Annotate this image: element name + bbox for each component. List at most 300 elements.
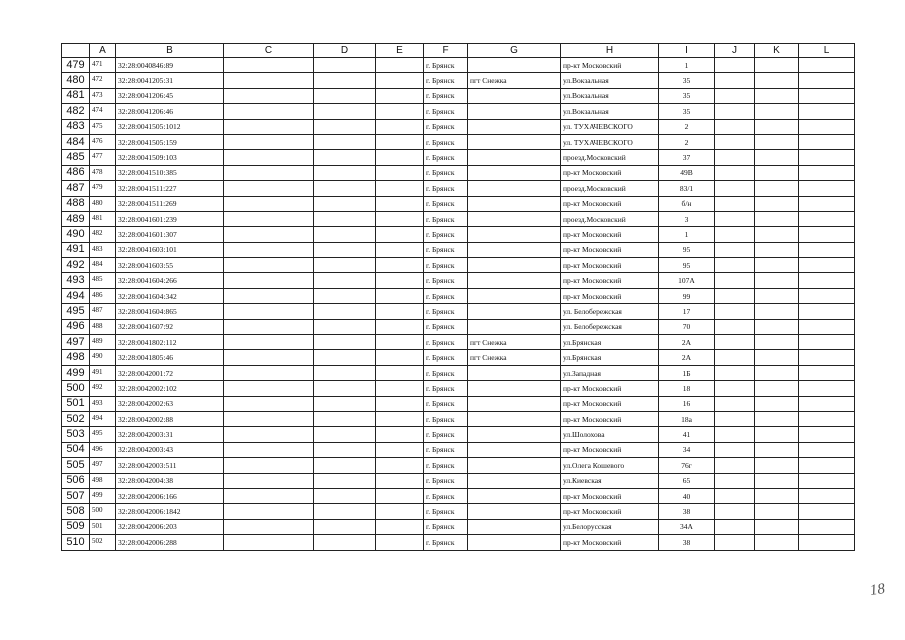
row-number[interactable]: 501 (62, 396, 90, 411)
cell-g[interactable] (468, 211, 561, 226)
cell-c[interactable] (224, 365, 314, 380)
cell-i[interactable]: 95 (659, 242, 715, 257)
cell-b[interactable]: 32:28:0042002:63 (116, 396, 224, 411)
cell-l[interactable] (799, 196, 855, 211)
cell-j[interactable] (715, 134, 755, 149)
cell-g[interactable] (468, 196, 561, 211)
cell-e[interactable] (376, 58, 424, 73)
cell-g[interactable] (468, 411, 561, 426)
cell-c[interactable] (224, 458, 314, 473)
cell-j[interactable] (715, 104, 755, 119)
row-number[interactable]: 508 (62, 504, 90, 519)
cell-a[interactable]: 472 (90, 73, 116, 88)
cell-k[interactable] (755, 519, 799, 534)
cell-i[interactable]: 76г (659, 458, 715, 473)
cell-i[interactable]: 65 (659, 473, 715, 488)
cell-a[interactable]: 489 (90, 335, 116, 350)
cell-i[interactable]: 1 (659, 227, 715, 242)
column-header-l[interactable]: L (799, 44, 855, 58)
cell-d[interactable] (314, 150, 376, 165)
cell-l[interactable] (799, 535, 855, 550)
cell-g[interactable]: пгт Снежка (468, 350, 561, 365)
cell-j[interactable] (715, 535, 755, 550)
cell-a[interactable]: 496 (90, 442, 116, 457)
cell-f[interactable]: г. Брянск (424, 181, 468, 196)
cell-j[interactable] (715, 365, 755, 380)
cell-l[interactable] (799, 288, 855, 303)
cell-d[interactable] (314, 58, 376, 73)
cell-h[interactable]: пр-кт Московский (561, 196, 659, 211)
cell-d[interactable] (314, 119, 376, 134)
cell-f[interactable]: г. Брянск (424, 411, 468, 426)
row-number[interactable]: 496 (62, 319, 90, 334)
cell-f[interactable]: г. Брянск (424, 504, 468, 519)
cell-i[interactable]: 34 (659, 442, 715, 457)
cell-l[interactable] (799, 442, 855, 457)
cell-c[interactable] (224, 288, 314, 303)
cell-l[interactable] (799, 73, 855, 88)
cell-c[interactable] (224, 427, 314, 442)
cell-l[interactable] (799, 335, 855, 350)
row-number[interactable]: 487 (62, 181, 90, 196)
cell-f[interactable]: г. Брянск (424, 73, 468, 88)
cell-c[interactable] (224, 58, 314, 73)
cell-b[interactable]: 32:28:0042003:31 (116, 427, 224, 442)
cell-i[interactable]: 37 (659, 150, 715, 165)
cell-h[interactable]: пр-кт Московский (561, 288, 659, 303)
cell-k[interactable] (755, 304, 799, 319)
cell-c[interactable] (224, 381, 314, 396)
cell-e[interactable] (376, 504, 424, 519)
cell-j[interactable] (715, 427, 755, 442)
cell-d[interactable] (314, 473, 376, 488)
cell-l[interactable] (799, 458, 855, 473)
cell-b[interactable]: 32:28:0041604:865 (116, 304, 224, 319)
cell-a[interactable]: 497 (90, 458, 116, 473)
row-number[interactable]: 497 (62, 335, 90, 350)
cell-h[interactable]: ул.Западная (561, 365, 659, 380)
cell-k[interactable] (755, 427, 799, 442)
cell-e[interactable] (376, 119, 424, 134)
row-number[interactable]: 490 (62, 227, 90, 242)
cell-g[interactable]: пгт Снежка (468, 335, 561, 350)
cell-k[interactable] (755, 273, 799, 288)
cell-a[interactable]: 486 (90, 288, 116, 303)
cell-a[interactable]: 481 (90, 211, 116, 226)
cell-g[interactable] (468, 365, 561, 380)
cell-l[interactable] (799, 165, 855, 180)
cell-e[interactable] (376, 227, 424, 242)
row-number[interactable]: 491 (62, 242, 90, 257)
cell-b[interactable]: 32:28:0040846:89 (116, 58, 224, 73)
cell-g[interactable] (468, 504, 561, 519)
cell-g[interactable] (468, 319, 561, 334)
cell-e[interactable] (376, 381, 424, 396)
row-number[interactable]: 510 (62, 535, 90, 550)
cell-b[interactable]: 32:28:0042006:203 (116, 519, 224, 534)
cell-i[interactable]: 83/1 (659, 181, 715, 196)
row-number[interactable]: 485 (62, 150, 90, 165)
row-number[interactable]: 494 (62, 288, 90, 303)
row-number[interactable]: 481 (62, 88, 90, 103)
column-header-b[interactable]: B (116, 44, 224, 58)
cell-g[interactable] (468, 535, 561, 550)
cell-g[interactable]: пгт Снежка (468, 73, 561, 88)
cell-h[interactable]: ул.Вокзальная (561, 104, 659, 119)
cell-i[interactable]: 38 (659, 535, 715, 550)
cell-k[interactable] (755, 73, 799, 88)
cell-f[interactable]: г. Брянск (424, 488, 468, 503)
cell-f[interactable]: г. Брянск (424, 427, 468, 442)
cell-d[interactable] (314, 535, 376, 550)
cell-d[interactable] (314, 427, 376, 442)
cell-a[interactable]: 479 (90, 181, 116, 196)
cell-f[interactable]: г. Брянск (424, 304, 468, 319)
cell-i[interactable]: 2А (659, 350, 715, 365)
cell-a[interactable]: 485 (90, 273, 116, 288)
cell-k[interactable] (755, 288, 799, 303)
cell-f[interactable]: г. Брянск (424, 442, 468, 457)
cell-j[interactable] (715, 273, 755, 288)
cell-k[interactable] (755, 150, 799, 165)
cell-j[interactable] (715, 519, 755, 534)
cell-f[interactable]: г. Брянск (424, 227, 468, 242)
cell-c[interactable] (224, 88, 314, 103)
column-header-e[interactable]: E (376, 44, 424, 58)
cell-a[interactable]: 494 (90, 411, 116, 426)
cell-b[interactable]: 32:28:0041206:45 (116, 88, 224, 103)
cell-c[interactable] (224, 227, 314, 242)
cell-a[interactable]: 500 (90, 504, 116, 519)
cell-i[interactable]: 3 (659, 211, 715, 226)
cell-l[interactable] (799, 396, 855, 411)
cell-f[interactable]: г. Брянск (424, 258, 468, 273)
cell-a[interactable]: 471 (90, 58, 116, 73)
cell-b[interactable]: 32:28:0042004:38 (116, 473, 224, 488)
cell-h[interactable]: ул. Белобережская (561, 319, 659, 334)
cell-c[interactable] (224, 319, 314, 334)
cell-g[interactable] (468, 258, 561, 273)
cell-i[interactable]: 35 (659, 88, 715, 103)
cell-h[interactable]: ул. Белобережская (561, 304, 659, 319)
cell-a[interactable]: 475 (90, 119, 116, 134)
cell-l[interactable] (799, 427, 855, 442)
cell-g[interactable] (468, 273, 561, 288)
cell-h[interactable]: ул.Шолохова (561, 427, 659, 442)
cell-h[interactable]: пр-кт Московский (561, 488, 659, 503)
row-number[interactable]: 506 (62, 473, 90, 488)
cell-d[interactable] (314, 211, 376, 226)
cell-h[interactable]: пр-кт Московский (561, 442, 659, 457)
cell-b[interactable]: 32:28:0041603:55 (116, 258, 224, 273)
cell-c[interactable] (224, 242, 314, 257)
cell-l[interactable] (799, 350, 855, 365)
cell-l[interactable] (799, 519, 855, 534)
row-number[interactable]: 479 (62, 58, 90, 73)
row-number[interactable]: 480 (62, 73, 90, 88)
cell-g[interactable] (468, 88, 561, 103)
cell-b[interactable]: 32:28:0041607:92 (116, 319, 224, 334)
cell-c[interactable] (224, 258, 314, 273)
cell-f[interactable]: г. Брянск (424, 196, 468, 211)
cell-i[interactable]: 49В (659, 165, 715, 180)
row-number[interactable]: 500 (62, 381, 90, 396)
cell-d[interactable] (314, 242, 376, 257)
cell-d[interactable] (314, 319, 376, 334)
cell-e[interactable] (376, 365, 424, 380)
cell-e[interactable] (376, 304, 424, 319)
cell-l[interactable] (799, 104, 855, 119)
cell-i[interactable]: 18а (659, 411, 715, 426)
cell-a[interactable]: 477 (90, 150, 116, 165)
cell-b[interactable]: 32:28:0042006:1842 (116, 504, 224, 519)
cell-c[interactable] (224, 119, 314, 134)
cell-l[interactable] (799, 319, 855, 334)
cell-k[interactable] (755, 473, 799, 488)
cell-b[interactable]: 32:28:0042006:288 (116, 535, 224, 550)
cell-b[interactable]: 32:28:0042003:511 (116, 458, 224, 473)
cell-j[interactable] (715, 488, 755, 503)
cell-l[interactable] (799, 58, 855, 73)
cell-c[interactable] (224, 104, 314, 119)
cell-g[interactable] (468, 427, 561, 442)
cell-d[interactable] (314, 227, 376, 242)
cell-k[interactable] (755, 258, 799, 273)
row-number[interactable]: 507 (62, 488, 90, 503)
cell-g[interactable] (468, 396, 561, 411)
cell-f[interactable]: г. Брянск (424, 242, 468, 257)
cell-g[interactable] (468, 488, 561, 503)
cell-e[interactable] (376, 350, 424, 365)
cell-c[interactable] (224, 350, 314, 365)
column-header-a[interactable]: A (90, 44, 116, 58)
cell-b[interactable]: 32:28:0042006:166 (116, 488, 224, 503)
cell-k[interactable] (755, 227, 799, 242)
column-header-j[interactable]: J (715, 44, 755, 58)
cell-k[interactable] (755, 535, 799, 550)
column-header-k[interactable]: K (755, 44, 799, 58)
cell-j[interactable] (715, 58, 755, 73)
cell-e[interactable] (376, 165, 424, 180)
cell-a[interactable]: 473 (90, 88, 116, 103)
cell-c[interactable] (224, 411, 314, 426)
cell-k[interactable] (755, 442, 799, 457)
cell-d[interactable] (314, 258, 376, 273)
cell-j[interactable] (715, 73, 755, 88)
cell-e[interactable] (376, 535, 424, 550)
cell-f[interactable]: г. Брянск (424, 458, 468, 473)
cell-e[interactable] (376, 196, 424, 211)
cell-f[interactable]: г. Брянск (424, 350, 468, 365)
cell-i[interactable]: 18 (659, 381, 715, 396)
cell-e[interactable] (376, 73, 424, 88)
cell-a[interactable]: 488 (90, 319, 116, 334)
cell-d[interactable] (314, 411, 376, 426)
cell-k[interactable] (755, 381, 799, 396)
cell-d[interactable] (314, 335, 376, 350)
cell-b[interactable]: 32:28:0041604:266 (116, 273, 224, 288)
cell-k[interactable] (755, 365, 799, 380)
cell-g[interactable] (468, 104, 561, 119)
cell-i[interactable]: 35 (659, 104, 715, 119)
row-number[interactable]: 482 (62, 104, 90, 119)
cell-d[interactable] (314, 288, 376, 303)
cell-e[interactable] (376, 519, 424, 534)
cell-b[interactable]: 32:28:0041511:269 (116, 196, 224, 211)
column-header-d[interactable]: D (314, 44, 376, 58)
cell-a[interactable]: 498 (90, 473, 116, 488)
cell-f[interactable]: г. Брянск (424, 381, 468, 396)
cell-e[interactable] (376, 242, 424, 257)
cell-g[interactable] (468, 473, 561, 488)
cell-j[interactable] (715, 396, 755, 411)
cell-l[interactable] (799, 381, 855, 396)
cell-b[interactable]: 32:28:0041510:385 (116, 165, 224, 180)
cell-d[interactable] (314, 134, 376, 149)
cell-i[interactable]: 107А (659, 273, 715, 288)
cell-d[interactable] (314, 273, 376, 288)
cell-h[interactable]: пр-кт Московский (561, 504, 659, 519)
cell-j[interactable] (715, 473, 755, 488)
cell-f[interactable]: г. Брянск (424, 365, 468, 380)
cell-l[interactable] (799, 181, 855, 196)
column-header-f[interactable]: F (424, 44, 468, 58)
cell-j[interactable] (715, 458, 755, 473)
cell-l[interactable] (799, 365, 855, 380)
cell-i[interactable]: 41 (659, 427, 715, 442)
cell-a[interactable]: 502 (90, 535, 116, 550)
cell-l[interactable] (799, 473, 855, 488)
cell-h[interactable]: ул. ТУХАЧЕВСКОГО (561, 134, 659, 149)
cell-c[interactable] (224, 519, 314, 534)
cell-l[interactable] (799, 488, 855, 503)
cell-h[interactable]: пр-кт Московский (561, 258, 659, 273)
cell-g[interactable] (468, 165, 561, 180)
cell-b[interactable]: 32:28:0041205:31 (116, 73, 224, 88)
cell-l[interactable] (799, 150, 855, 165)
cell-k[interactable] (755, 242, 799, 257)
cell-h[interactable]: ул.Брянская (561, 335, 659, 350)
cell-d[interactable] (314, 165, 376, 180)
cell-b[interactable]: 32:28:0041601:239 (116, 211, 224, 226)
cell-g[interactable] (468, 58, 561, 73)
cell-b[interactable]: 32:28:0041505:1012 (116, 119, 224, 134)
cell-a[interactable]: 501 (90, 519, 116, 534)
cell-g[interactable] (468, 181, 561, 196)
cell-g[interactable] (468, 119, 561, 134)
column-header-i[interactable]: I (659, 44, 715, 58)
cell-d[interactable] (314, 73, 376, 88)
row-number[interactable]: 483 (62, 119, 90, 134)
cell-a[interactable]: 495 (90, 427, 116, 442)
cell-j[interactable] (715, 411, 755, 426)
cell-i[interactable]: 38 (659, 504, 715, 519)
cell-b[interactable]: 32:28:0041206:46 (116, 104, 224, 119)
cell-b[interactable]: 32:28:0042002:88 (116, 411, 224, 426)
cell-l[interactable] (799, 242, 855, 257)
cell-b[interactable]: 32:28:0042002:102 (116, 381, 224, 396)
cell-j[interactable] (715, 442, 755, 457)
cell-l[interactable] (799, 411, 855, 426)
cell-c[interactable] (224, 165, 314, 180)
cell-j[interactable] (715, 335, 755, 350)
row-number[interactable]: 484 (62, 134, 90, 149)
cell-j[interactable] (715, 304, 755, 319)
cell-e[interactable] (376, 88, 424, 103)
column-header-c[interactable]: C (224, 44, 314, 58)
cell-c[interactable] (224, 535, 314, 550)
cell-k[interactable] (755, 196, 799, 211)
cell-b[interactable]: 32:28:0041505:159 (116, 134, 224, 149)
cell-k[interactable] (755, 134, 799, 149)
column-header-g[interactable]: G (468, 44, 561, 58)
cell-k[interactable] (755, 396, 799, 411)
cell-e[interactable] (376, 396, 424, 411)
cell-e[interactable] (376, 473, 424, 488)
cell-e[interactable] (376, 181, 424, 196)
cell-l[interactable] (799, 258, 855, 273)
cell-c[interactable] (224, 335, 314, 350)
cell-l[interactable] (799, 304, 855, 319)
cell-k[interactable] (755, 488, 799, 503)
cell-c[interactable] (224, 396, 314, 411)
cell-j[interactable] (715, 258, 755, 273)
cell-h[interactable]: пр-кт Московский (561, 411, 659, 426)
cell-f[interactable]: г. Брянск (424, 119, 468, 134)
cell-a[interactable]: 480 (90, 196, 116, 211)
cell-j[interactable] (715, 196, 755, 211)
cell-f[interactable]: г. Брянск (424, 150, 468, 165)
cell-i[interactable]: 1 (659, 58, 715, 73)
cell-c[interactable] (224, 273, 314, 288)
row-number[interactable]: 488 (62, 196, 90, 211)
cell-d[interactable] (314, 458, 376, 473)
cell-a[interactable]: 492 (90, 381, 116, 396)
cell-k[interactable] (755, 165, 799, 180)
cell-g[interactable] (468, 442, 561, 457)
cell-g[interactable] (468, 381, 561, 396)
cell-a[interactable]: 474 (90, 104, 116, 119)
cell-f[interactable]: г. Брянск (424, 519, 468, 534)
cell-d[interactable] (314, 504, 376, 519)
row-number[interactable]: 503 (62, 427, 90, 442)
column-header-h[interactable]: H (561, 44, 659, 58)
cell-g[interactable] (468, 242, 561, 257)
cell-f[interactable]: г. Брянск (424, 396, 468, 411)
cell-c[interactable] (224, 134, 314, 149)
cell-d[interactable] (314, 196, 376, 211)
corner-header[interactable] (62, 44, 90, 58)
cell-h[interactable]: пр-кт Московский (561, 242, 659, 257)
cell-i[interactable]: 2 (659, 134, 715, 149)
cell-f[interactable]: г. Брянск (424, 165, 468, 180)
cell-e[interactable] (376, 427, 424, 442)
cell-f[interactable]: г. Брянск (424, 335, 468, 350)
cell-j[interactable] (715, 504, 755, 519)
cell-d[interactable] (314, 304, 376, 319)
cell-a[interactable]: 483 (90, 242, 116, 257)
cell-l[interactable] (799, 504, 855, 519)
cell-h[interactable]: пр-кт Московский (561, 165, 659, 180)
cell-d[interactable] (314, 519, 376, 534)
cell-i[interactable]: 1Б (659, 365, 715, 380)
cell-b[interactable]: 32:28:0041805:46 (116, 350, 224, 365)
cell-c[interactable] (224, 488, 314, 503)
cell-f[interactable]: г. Брянск (424, 473, 468, 488)
cell-e[interactable] (376, 442, 424, 457)
cell-l[interactable] (799, 88, 855, 103)
cell-e[interactable] (376, 104, 424, 119)
